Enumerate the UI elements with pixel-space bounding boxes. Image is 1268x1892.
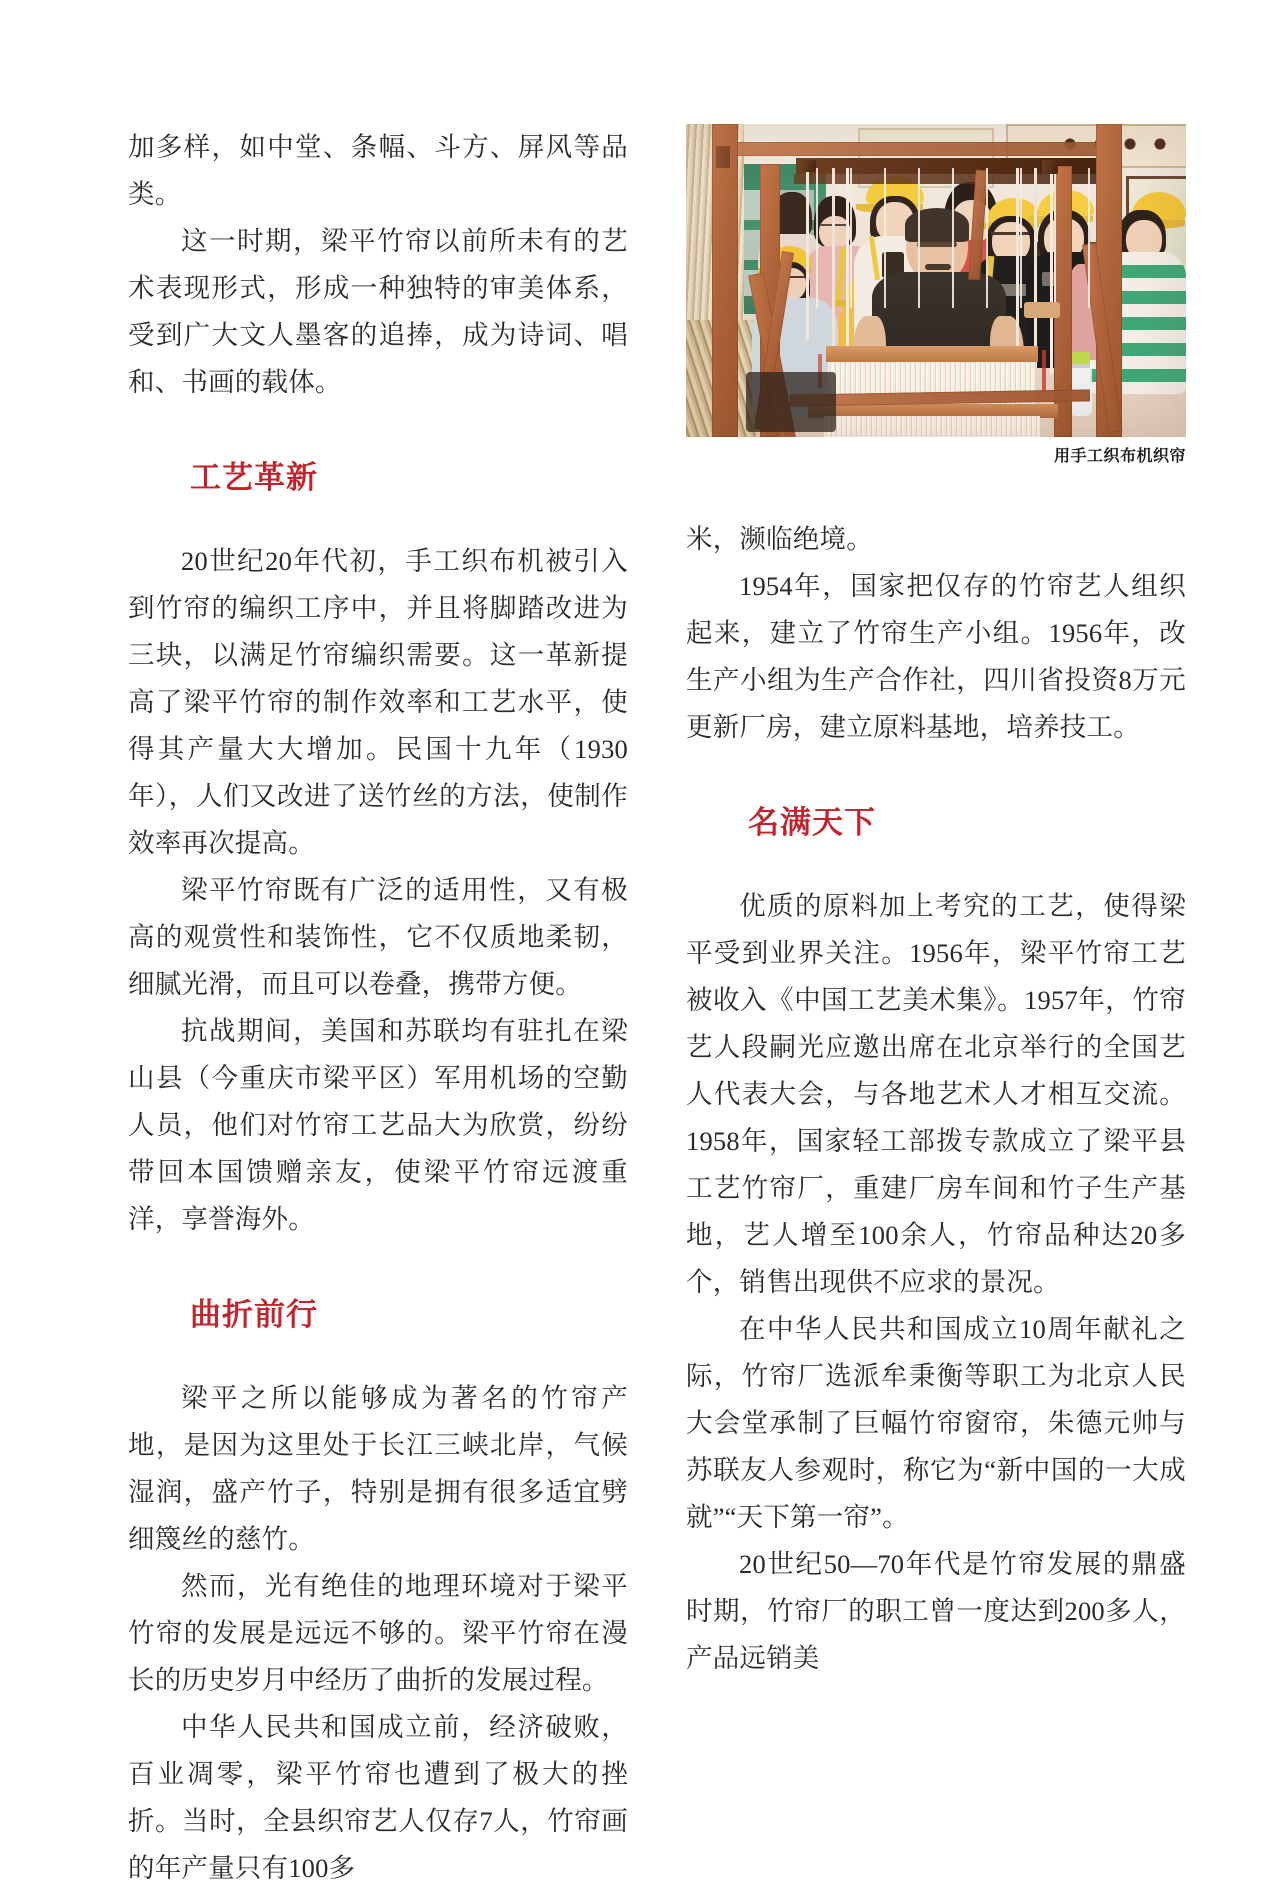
photograph [686,124,1186,437]
right-text-column [686,124,1186,1673]
photo-loom-post-joint [716,146,730,168]
paragraph: 1954年，国家把仅存的竹帘艺人组织起来，建立了竹帘生产小组。1956年，改生产小组为生产合作社，四川省投资8万元更新厂房，建立原料基地，培养技工。 [686,571,1186,742]
photo-loom-shuttle-block [1024,302,1060,318]
photo-loom-string [806,168,809,340]
figure-handloom-weaving [686,124,1186,466]
paragraph: 抗战期间，美国和苏联均有驻扎在梁山县（今重庆市梁平区）军用机场的空勤人员，他们对竹帘工艺品大为欣赏，纷纷带回本国馈赠亲友，使梁平竹帘远渡重洋，享誉海外。 [128,1016,628,1234]
section-heading-craft-innovation: 工艺革新 [190,460,318,496]
photo-water-bottle [1070,360,1092,416]
photo-red-cord [1042,350,1046,392]
photo-loom-string [1034,168,1037,368]
section-heading-twists-and-turns: 曲折前行 [190,1297,318,1333]
spacer [128,406,628,456]
paragraph: 加多样，如中堂、条幅、斗方、屏风等品类。 [128,132,628,209]
photo-loom-pulley [1042,160,1058,174]
spacer [686,466,1186,516]
paragraph: 梁平之所以能够成为著名的竹帘产地，是因为这里处于长江三峡北岸，气候湿润，盛产竹子，特别是拥有很多适宜劈细篾丝的慈竹。 [128,1383,628,1554]
paragraph: 米，濒临绝境。 [686,524,873,554]
photo-loom-string [1016,168,1019,360]
paragraph: 在中华人民共和国成立10周年献礼之际，竹帘厂选派牟秉衡等职工为北京人民大会堂承制了巨幅竹帘窗帘，朱德元帅与苏联友人参观时，称它为“新中国的一大成就”“天下第一帘”。 [686,1314,1186,1532]
two-column-layout [128,124,1186,1883]
spacer [686,751,1186,801]
photo-loom-string [846,168,849,354]
paragraph: 这一时期，梁平竹帘以前所未有的艺术表现形式，形成一种独特的审美体系，受到广大文人墨客的追捧，成为诗词、唱和、书画的载体。 [128,226,628,397]
spacer [128,500,628,538]
paragraph: 20世纪20年代初，手工织布机被引入到竹帘的编织工序中，并且将脚踏改进为三块，以满足竹帘编织需要。这一革新提高了梁平竹帘的制作效率和工艺水平，使得其产量大大增加。民国十九年（1930年），人们又改进了送竹丝的方法，使制作效率再次提高。 [128,546,628,858]
section-heading-world-renowned: 名满天下 [748,805,876,841]
photo-woven-curtain [824,416,1040,437]
spacer [128,1243,628,1293]
paragraph: 然而，光有绝佳的地理环境对于梁平竹帘的发展是远远不够的。梁平竹帘在漫长的历史岁月中经历了曲折的发展过程。 [128,1571,628,1695]
paragraph: 优质的原料加上考究的工艺，使得梁平受到业界关注。1956年，梁平竹帘工艺被收入《中国工艺美术集》。1957年，竹帘艺人段嗣光应邀出席在北京举行的全国艺人代表大会，与各地艺术人才相互交流。1958年，国家轻工部拨专款成立了梁平县工艺竹帘厂，重建厂房车间和竹子生产基地，艺人增至100余人，竹帘品种达20多个，销售出现供不应求的景况。 [686,891,1186,1297]
spacer [128,1337,628,1375]
photo-loom-string [832,168,835,350]
photo-loom-left-post [712,124,738,437]
paragraph: 20世纪50—70年代是竹帘发展的鼎盛时期，竹帘厂的职工曾一度达到200多人，产品远销美 [686,1549,1186,1673]
photo-bottle-cap [1072,352,1090,364]
photo-loom-harness-strings [798,168,1098,308]
paragraph: 中华人民共和国成立前，经济破败，百业凋零，梁平竹帘也遭到了极大的挫折。当时，全县织帘艺人仅存7人，竹帘画的年产量只有100多 [128,1712,628,1883]
left-text-column [128,124,628,1883]
spacer [686,845,1186,883]
paragraph: 梁平竹帘既有广泛的适用性，又有极高的观赏性和装饰性，它不仅质地柔韧，细腻光滑，而且可以卷叠，携带方便。 [128,875,628,999]
figure-caption: 用手工织布机织帘 [1053,446,1186,465]
photo-curtain-top-rail [826,346,1038,362]
photo-loom-header-rail [732,142,1122,156]
photo-floor-shadow [746,372,836,432]
photo-loom-pulley [802,160,816,172]
photo-loom-string [1050,168,1053,374]
